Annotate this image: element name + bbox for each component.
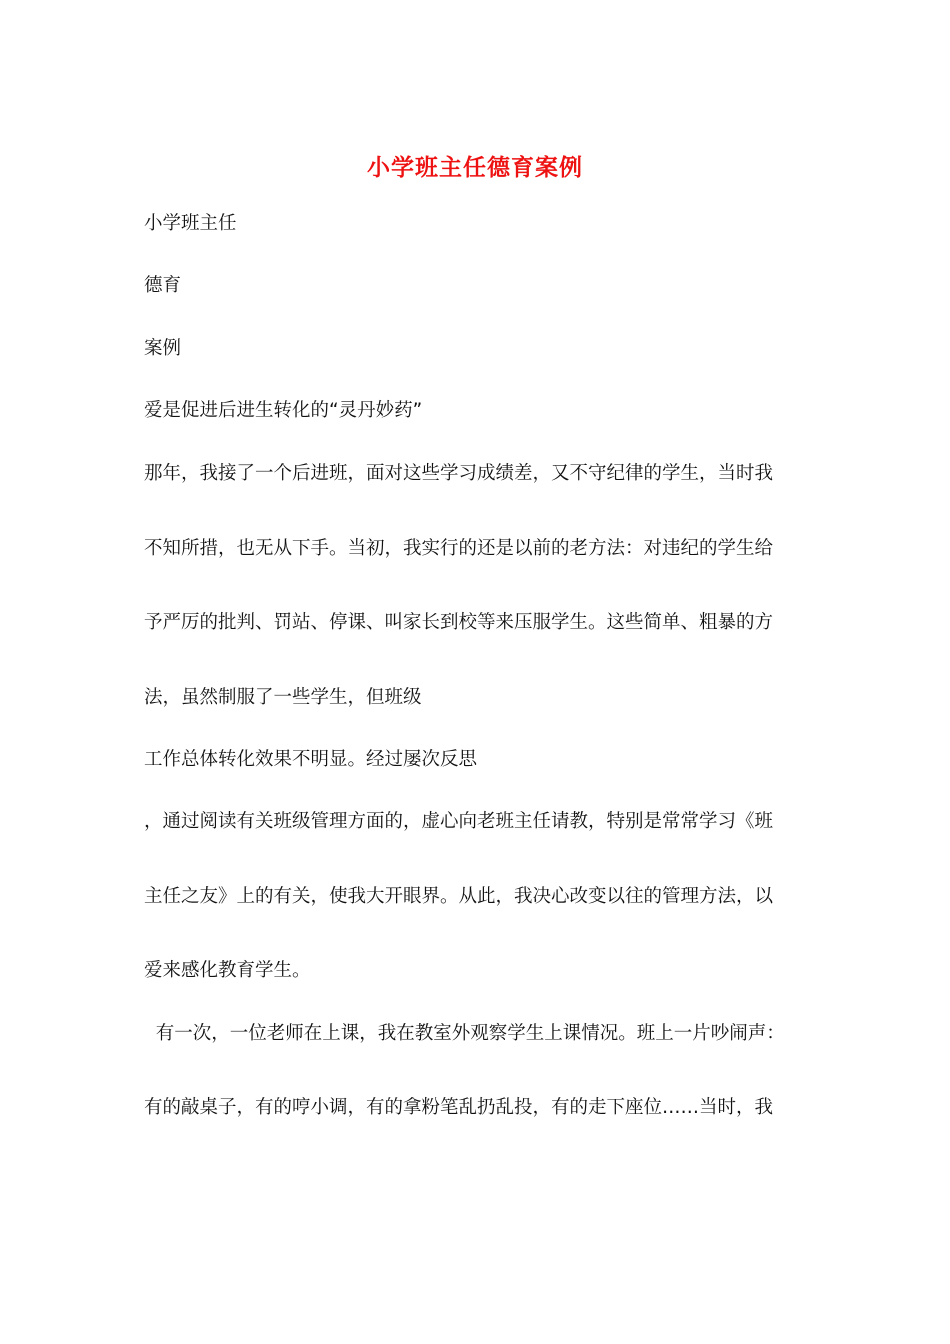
paragraph-line: 爱来感化教育学生。: [144, 960, 311, 981]
paragraph-line: 有一次，一位老师在上课，我在教室外观察学生上课情况。班上一片吵闹声：: [144, 1023, 785, 1044]
keyword-line: 案例: [144, 338, 182, 359]
paragraph-line: 予严厉的批判、罚站、停课、叫家长到校等来压服学生。这些简单、粗暴的方: [144, 612, 774, 633]
paragraph-line: ，通过阅读有关班级管理方面的，虚心向老班主任请教，特别是常常学习《班: [144, 811, 774, 832]
paragraph-line: 那年，我接了一个后进班，面对这些学习成绩差，又不守纪律的学生，当时我: [144, 463, 774, 484]
document-title: 小学班主任德育案例: [367, 154, 583, 181]
keyword-line: 小学班主任: [144, 213, 237, 234]
paragraph-line: 有的敲桌子，有的哼小调，有的拿粉笔乱扔乱投，有的走下座位……当时，我: [144, 1097, 774, 1118]
keyword-line: 德育: [144, 275, 182, 296]
section-heading: 爱是促进后进生转化的“灵丹妙药”: [144, 400, 423, 421]
paragraph-line: 法，虽然制服了一些学生，但班级: [144, 687, 422, 708]
paragraph-line: 主任之友》上的有关，使我大开眼界。从此，我决心改变以往的管理方法，以: [144, 886, 774, 907]
paragraph-line: 不知所措，也无从下手。当初，我实行的还是以前的老方法：对违纪的学生给: [144, 538, 774, 559]
paragraph-line: 工作总体转化效果不明显。经过屡次反思: [144, 749, 478, 770]
